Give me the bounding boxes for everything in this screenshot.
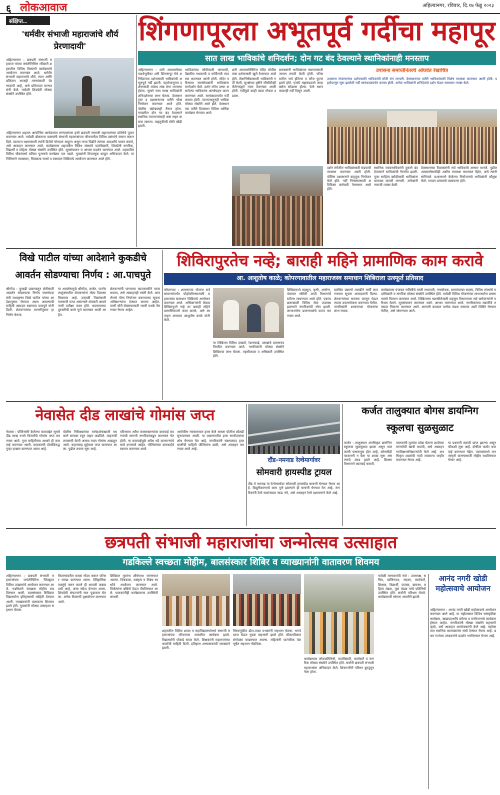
story6-col-1: कर्जत : तालुक्यात अनधिकृत डायग्निग स्कूलचा सुळसुळाट झाला असून पालकांची फसवणूक होत आहे. कोणतीही परवानगी न घेता या शाळा सुरू असल्याचे उघड झाले आहे. शिक्षण विभागाने कारवाई करावी. xyxy=(344,441,392,467)
story7-col-5: मिरवणुकीत ढोल-ताशा पथकांनी सहभाग घेतला. भगवे ध्वज घेऊन युवक सहभागी झाले होते. चौकाचौकात रांगोळ्या काढण्यात आल्या. महिलांनी पारंपरिक वेशभूषेत सहभाग नोंदविला. xyxy=(233,629,301,646)
story3-col-3: शिबिरामध्ये महसूल, कृषी, आरोग्य, पंचायत समिती आदी विभागांचे स्टॉल्स लावण्यात आले होते. एकाच छताखाली विविध सेवा उपलब्ध झाल्याने नागरिकांची सोय झाली. लाभार्थ्यांना प्रमाणपत्रांचे वाटप करण्यात आले. xyxy=(287,288,331,318)
crowd-photo xyxy=(232,166,323,246)
sidebar-label xyxy=(6,16,50,25)
story7-col-7: यावेळी मान्यवरांची नावे : उपाध्यक्ष, सचिव, खजिनदार, सदस्य, कार्यकर्ते, शिक्षक, विद्यार्थी, पालक, ग्रामस्थ, महिला मंडळ, युवा मंडळ यांचे प्रतिनिधी उपस्थित होते. सर्वांनी परिश्रम घेतले. कार्यक्रमाची सांगता आरतीने झाली. xyxy=(378,574,426,600)
masthead xyxy=(0,0,500,14)
story6-headline-line2: स्कूलचा सुळसुळाट xyxy=(386,423,454,434)
story5-body: दौंड ते नमनाड या रेल्वेमार्गावर सोमवारी हायस्पीड चाचणी घेण्यात येणार आहे. विद्युतीकरणाचे काम पूर्ण झाल्याने ही चाचणी घेण्यात येत आहे. नागरिकांनी रेल्वे रुळांजवळ जाऊ नये, असे आवाहन रेल्वे प्रशासनाने केले आहे. xyxy=(248,482,340,495)
story3-col-1: कोपरगाव : शासनाच्या योजना सर्वसामान्यांपर्यंत पोहोचविण्यासाठी महाराजस्व समाधान शिबिराचे आयोजन करण्यात आले. अधिकाऱ्यांनी केवळ शिबिरापुरते नव्हे तर बाराही महिने प्रामाणिकपणे काम करावे, असे आवाहन आमदार आशुतोष काळे यांनी केले. xyxy=(164,288,210,323)
story7-subhead: गडकिल्ले स्वच्छता मोहीम, बालसंस्कार शिबिर व व्याख्यानांनी वातावरण शिवमय xyxy=(6,556,496,570)
story3-subhead: आ. आशुतोष काळे; कोपरगावातील महाराजस्व समाधान शिबिराला उत्स्फूर्त प्रतिसाद xyxy=(164,273,496,285)
sidebar-body-left: अहिल्यानगर : छत्रपती संभाजी महाराज यांच्या जयंतीनिमित्त रविवारी शहरातील विविध ठिकाणी कार्यक्रमांचे आयोजन करण्यात आले. धर्मवीर संभाजी महाराजांचे शौर्य, त्याग आणि बलिदान आजही तरुणांसाठी प्रेरणादायी आहे, असे प्रतिपादन मान्यवरांनी केले. यावेळी शिवप्रेमी मोठ्या संख्येने उपस्थित होते. xyxy=(6,58,52,97)
story2-col-1: श्रीगोंदा : कुकडी प्रकल्पातून शेतीसाठी आवर्तन सोडण्याचा निर्णय जलसंपदा मंत्री राधाकृष्ण विखे पाटील यांच्या आदेशानुसार घेण्यात आला असल्याची माहिती आमदार बबनराव पाचपुते यांनी दिली. शेतकऱ्यांच्या मागणीनुसार हा निर्णय घेतला. xyxy=(6,287,54,317)
sidebar-label-text: संक्षिप्त.. xyxy=(9,19,28,25)
story2-col-2: या आवर्तनामुळे श्रीगोंदा, कर्जत, पारनेर तालुक्यातील शेतकऱ्यांना मोठा दिलासा मिळणार आहे. उन्हाळी पिकांसाठी पाण्याची गरज असल्याने शेतकरी आवर्तनाची प्रतीक्षा करत होते. कालव्याच्या दुरुस्तीची कामे पूर्ण करण्यात आली आहेत. xyxy=(58,287,106,317)
story3-col-2: या शिबिरात विविध दाखले, रेशनकार्ड, उत्पन्नाचे प्रमाणपत्र वितरित करण्यात आले. नागरिकांनी मोठ्या संख्येने शिबिराचा लाभ घेतला. तहसीलदार व अधिकारी उपस्थित होते. xyxy=(213,341,284,358)
story7-headline: छत्रपती संभाजी महाराजांचा जन्मोत्सव उत्साहात xyxy=(104,533,398,553)
lead-col-3: शनी अमावस्येनिमित्त मंदिर चोवीस तास दर्शनासाठी खुले ठेवण्यात आले होते. तेलाभिषेकासाठी भाविकांनी गर्दी केली. सुरक्षेच्या दृष्टीने सीसीटीव्ही कॅमेऱ्यांद्वारे नजर ठेवण्यात आली होती. गर्दीमुळे काही काळ गोंधळ उडाला. xyxy=(232,68,276,98)
story8-headline: आनंद नगरी खोडी महोत्सवाचे आयोजन xyxy=(435,574,491,593)
story3-col-5: कार्यक्रमास पंचायत समितीचे माजी सभापती, नगरसेवक, ग्रामपंचायत सदस्य, विविध संस्थांचे पदाधिकारी व नागरिक मोठ्या संख्येने उपस्थित होते. यावेळी विविध योजनांच्या लाभार्थ्यांना प्रमाणपत्रांचे वितरण करण्यात आले. शिबिराच्या यशस्वीतेसाठी महसूल विभागाच्या सर्व कर्मचाऱ्यांनी परिश्रम घेतले. सूत्रसंचालन करण्यात आले. आभार मानण्यात आले. नागरिकांच्या तक्रारींचे तत्काळ निवारण करण्यात आले. आगामी काळात प्रत्येक मंडळ स्तरावर अशी शिबिरे घेण्यात येतील, असे सांगण्यात आले. xyxy=(381,288,496,314)
lead-headline: शिंगणापूरला अभूतपूर्व गर्दीचा महापूर xyxy=(138,16,496,47)
story6-col-3: या प्रकरणी तक्रारी प्राप्त झाल्या असून चौकशी सुरू आहे. दोषींवर कठोर कारवाई करण्यात येईल. पालकांमध्ये जनजागृती करण्यासाठी मोहीम राबविण्यात येणार आहे. xyxy=(448,441,496,463)
camp-photo xyxy=(213,288,284,338)
page-number: ६ xyxy=(6,4,12,14)
story6-headline-line1: कर्जत तालुक्यात बोगस डायग्निग xyxy=(361,406,479,417)
event-photo-2 xyxy=(233,574,301,626)
lead-subhead: सात लाख भाविकांचे शनिदर्शन; दोन गट बंद ठेवल्याने स्थानिकांनाही मनस्ताप xyxy=(138,51,496,65)
story4-headline: नेवासेत दीड लाखांचे गोमांस जप्त xyxy=(35,406,215,424)
story3-headline: शिविरापुरतेच नव्हे; बाराही महिने प्रामाणिक काम करावे xyxy=(176,252,484,270)
story7-col-2: किल्ल्यांवरील कचरा गोळा करून परिसर स्वच्छ करण्यात आला. ऐतिहासिक वास्तूंचे जतन करणे ही आपली जबाबदारी आहे, असा संदेश देण्यात आला. शिवप्रेमी संघटनांनी यात पुढाकार घेतला. अनेक ठिकाणी वृक्षारोपण करण्यात आले. xyxy=(58,574,106,604)
story2-headline: विखे पाटील यांच्या आदेशाने कुकडीचे आवर्तन सोडण्याचा निर्णय : आ.पाचपुते xyxy=(15,253,151,281)
event-photo-3 xyxy=(304,574,374,654)
dateline: अहिल्यानगर, रविवार, दि.१७ फेब्रु २०२३ xyxy=(422,3,494,9)
story8-body: अहिल्यानगर : आनंद नगरी खोडी महोत्सवाचे आयोजन करण्यात आले आहे. या महोत्सवात विविध सांस्कृतिक कार्यक्रम, खाद्यपदार्थांचे स्टॉल्स व मनोरंजनाचे कार्यक्रम होणार आहेत. नागरिकांनी मोठ्या संख्येने सहभागी व्हावे, असे आवाहन आयोजकांनी केले आहे. महोत्सवात स्थानिक कलाकारांना संधी देण्यात येणार आहे. बचत गटांच्या उत्पादनांचे प्रदर्शन भरविण्यात येणार आहे. xyxy=(430,608,496,638)
story6-col-2: पालकांनी मुलांचा प्रवेश घेताना शाळेच्या मान्यतेची खात्री करावी, असे आवाहन गटशिक्षणाधिकाऱ्यांनी केले आहे. अनधिकृत शाळांची यादी लवकरच जाहीर करण्यात येणार आहे. xyxy=(396,441,444,463)
sidebar-headline: 'धर्मवीर संभाजी महाराजांचे शौर्य प्रेरणादायी' xyxy=(21,29,119,51)
lead-col-4: ग्रामस्थांनी भाविकांच्या स्वागतासाठी जय्यत तयारी केली होती. परिसरातील सर्व हॉटेल्स व लॉज फुल्ल झाले होते. एसटी महामंडळाने जादा बसेस सोडल्या होत्या. रेल्वे स्थानकावरही गर्दी दिसून आली. xyxy=(279,68,323,94)
statue-photo xyxy=(54,58,134,128)
lead-side-caption: उपासना समाप्तीनंतरचे ओघवंत रेखाचित्र xyxy=(375,68,449,74)
story4-col-4: आरोपींना न्यायालयात हजर केले असता पोलीस कोठडी सुनावण्यात आली. या प्रकरणातील इतर साथीदारांचा शोध घेण्यात येत आहे. नागरिकांनी संशयास्पद हालचालींची माहिती पोलिसांना द्यावी, असे आवाहन करण्यात आले आहे. xyxy=(177,430,244,452)
story4-col-3: परिसरात अवैध कत्तलखान्यांवर कारवाई करण्याची मागणी नागरिकांकडून करण्यात येत होती. या कारवाईमुळे अवैध धंदे करणाऱ्यांचे धाबे दणाणले आहेत. पोलिसांच्या कारवाईचे स्वागत करण्यात आले. xyxy=(120,430,174,452)
story7-col-6: कार्यक्रमास लोकप्रतिनिधी, पदाधिकारी, कार्यकर्ते व नागरिक मोठ्या संख्येने उपस्थित होते. सर्वांनी छत्रपती संभाजी महाराजांना अभिवादन केले. शिवगर्जनेने परिसर दुमदुमून गेला होता. xyxy=(304,657,374,674)
lead-col-6: स्थानिक व्यावसायिकांनी दुकाने बंद ठेवल्याने भाविकांची गैरसोय झाली. पूजा साहित्य खरेदीसाठी भाविकांना धावपळ करावी लागली. अनेकांनी नाराजी व्यक्त केली. xyxy=(374,166,418,188)
story4-col-1: नेवासा : पोलिसांनी केलेल्या कारवाईत सुमारे दीड लाख रुपये किमतीचे गोमांस जप्त करण्यात आले. गुप्त माहितीच्या आधारे ही कारवाई करण्यात आली. याप्रकरणी दोघांविरुद्ध गुन्हा दाखल करण्यात आला आहे. xyxy=(6,430,60,452)
story7-col-3: शिबिरात मुलांना शौर्यगाथा सांगण्यात आल्या. चित्रकला, वक्तृत्व व निबंध स्पर्धांचे आयोजन करण्यात आले. विजेत्यांना बक्षिसे देऊन गौरविण्यात आले. पालकांनीही कार्यक्रमाला उपस्थिती लावली. xyxy=(110,574,158,600)
railway-photo xyxy=(248,404,340,454)
lead-col-2: भाविकांच्या सोयीसाठी पाण्याची, वैद्यकीय पथकाची व पार्किंगची व्यवस्था करण्यात आली होती. मंदिर परिसरात स्वयंसेवकांनी भाविकांना मार्गदर्शन केले. दर्शन रांगेत उभ्या असलेल्या भाविकांना अल्पोपहार वाटप करण्यात आले. सायंकाळपर्यंत गर्दी कायम होती. परराज्यातूनही भाविक मोठ्या संख्येने आले होते. देवस्थानच्या वतीने दिवसभर विविध धार्मिक कार्यक्रम घेण्यात आले. xyxy=(185,68,229,115)
story5-headline: सोमवारी हायस्पीड ट्रायल xyxy=(256,468,332,478)
temple-crowd-photo xyxy=(327,109,497,164)
lead-col-1: अहिल्यानगर : शनी अमावस्येच्या पार्श्वभूमीवर शनी शिंगणापूर येथे शनिदेवाच्या दर्शनासाठी भाविकांची अभूतपूर्व गर्दी झाली. पहाटेपासूनच दर्शनासाठी लांबच लांब रांगा लागल्या होत्या. सुमारे सात लाख भाविकांनी शनिदर्शनाचा लाभ घेतला. देवस्थान ट्रस्ट व प्रशासनाच्या वतीने चोख नियोजन करण्यात आले होते. पोलीस बंदोबस्तही तैनात होता. गावातील दोन गट बंद ठेवल्याने स्थानिक व्यापाऱ्यांनाही त्रास सहन करावा लागला. वाहतुकीची मोठी कोंडी झाली. xyxy=(138,68,182,128)
event-photo-1 xyxy=(162,574,230,626)
story5-overline: दौंड–नमनाड रेल्वेमार्गावर xyxy=(267,457,321,464)
lead-col-5: दर्शन रांगेतील भाविकांसाठी मंडपाची व्यवस्था करण्यात आली होती. पोलिस प्रशासनाने वाहतूक नियोजन केले होते. गर्दी नियंत्रणासाठी अतिरिक्त कर्मचारी नेमण्यात आले होते. xyxy=(327,166,371,192)
story7-col-4: शहरातील विविध शाळा व महाविद्यालयांमध्ये संभाजी महाराजांच्या जीवनावर आधारित कार्यक्रम झाले. विद्यार्थ्यांनी पोवाडे सादर केले. शिक्षकांनी महाराजांच्या कार्याची माहिती दिली. इतिहास अभ्यासकांची व्याख्याने झाली. xyxy=(162,629,230,651)
sidebar-body-full: अहिल्यानगर शहरात आयोजित कार्यक्रमात मान्यवरांच्या हस्ते छत्रपती संभाजी महाराजांच्या प्रतिमेचे पूजन करण्यात आले. यावेळी बोलताना वक्त्यांनी संभाजी महाराजांच्या जीवनातील विविध प्रसंगांचे स्मरण करून दिले. स्वराज्य रक्षणासाठी त्यांनी दिलेले योगदान अमूल्य असून नव्या पिढीने त्यांच्या आदर्शांचे पालन करावे, असे आवाहन करण्यात आले. कार्यक्रमास शहरातील विविध संस्थांचे पदाधिकारी, शिवप्रेमी नागरिक, विद्यार्थी व महिला मोठ्या संख्येने उपस्थित होते. सूत्रसंचालन व आभार प्रदर्शन करण्यात आले. शहरातील विविध चौकांमध्ये प्रतिमा पूजनाचे कार्यक्रम पार पडले. युवकांनी मिरवणूक काढून अभिवादन केले. या निमित्ताने व्याख्यान, चित्रकला स्पर्धा व रक्तदान शिबिराचे आयोजन करण्यात आले होते. xyxy=(6,131,134,161)
story3-col-4: प्रलंबित प्रकरणे तातडीने मार्गी लावण्याच्या सूचना आमदारांनी दिल्या. शेतकऱ्यांच्या समस्या जाणून घेऊन त्यावर उपाययोजना करण्यात येतील. नागरिकांनी शासनाच्या योजनांचा लाभ घ्यावा. xyxy=(334,288,378,314)
story7-col-1: अहिल्यानगर : छत्रपती संभाजी महाराजांच्या जयंतीनिमित्त जिल्ह्यात विविध उपक्रमांचे आयोजन करण्यात आले. गडकिल्ले स्वच्छता मोहीम राबविण्यात आली. बालसंस्कार शिबिरात विद्यार्थ्यांना इतिहासाची माहिती देण्यात आली. व्याख्यानांनी वातावरण शिवमय झाले होते. युवकांनी मोठ्या उत्साहात सहभाग घेतला. xyxy=(6,574,54,613)
lead-side-body: उपासना संपल्यानंतर दर्शनासाठी भाविकांची मोठी रांग लागली. देवस्थानच्या वतीने भाविकांसाठी विशेष व्यवस्था करण्यात आली होती. पहाटेपासून सुरू झालेली गर्दी सायंकाळपर्यंत कायम होती. अनेक भाविकांनी शनिदेवाचे दर्शन घेऊन समाधान व्यक्त केले. xyxy=(327,77,497,86)
story4-col-2: पोलीस निरीक्षकांच्या मार्गदर्शनाखाली पथकाने सापळा रचून वाहन अडविले. वाहनाची तपासणी केली असता त्यात गोमांस आढळून आले. वाहनासह मुद्देमाल जप्त करण्यात आला. पुढील तपास सुरू आहे. xyxy=(63,430,117,452)
brand-logo: लोकआवाज xyxy=(20,1,68,14)
lead-col-7: देवस्थानच्या विश्वस्तांनी सर्व भाविकांचे आभार मानले. पुढील अमावस्येसाठीही अशीच व्यवस्था करण्यात येईल, असे त्यांनी सांगितले. प्रशासनाने केलेल्या नियोजनाचे भाविकांनी कौतुक केले. गावात उत्सवाचे वातावरण होते. xyxy=(421,166,497,183)
story2-col-3: शेतकऱ्यांनी पाण्याचा काटकसरीने वापर करावा, असे आवाहनही त्यांनी केले. आवर्तनाचे योग्य नियोजन करण्याच्या सूचना अधिकाऱ्यांना देण्यात आल्या आहेत. पाणी चोरी रोखण्यासाठी भरारी पथके नेमण्यात येणार आहेत. xyxy=(110,287,160,313)
